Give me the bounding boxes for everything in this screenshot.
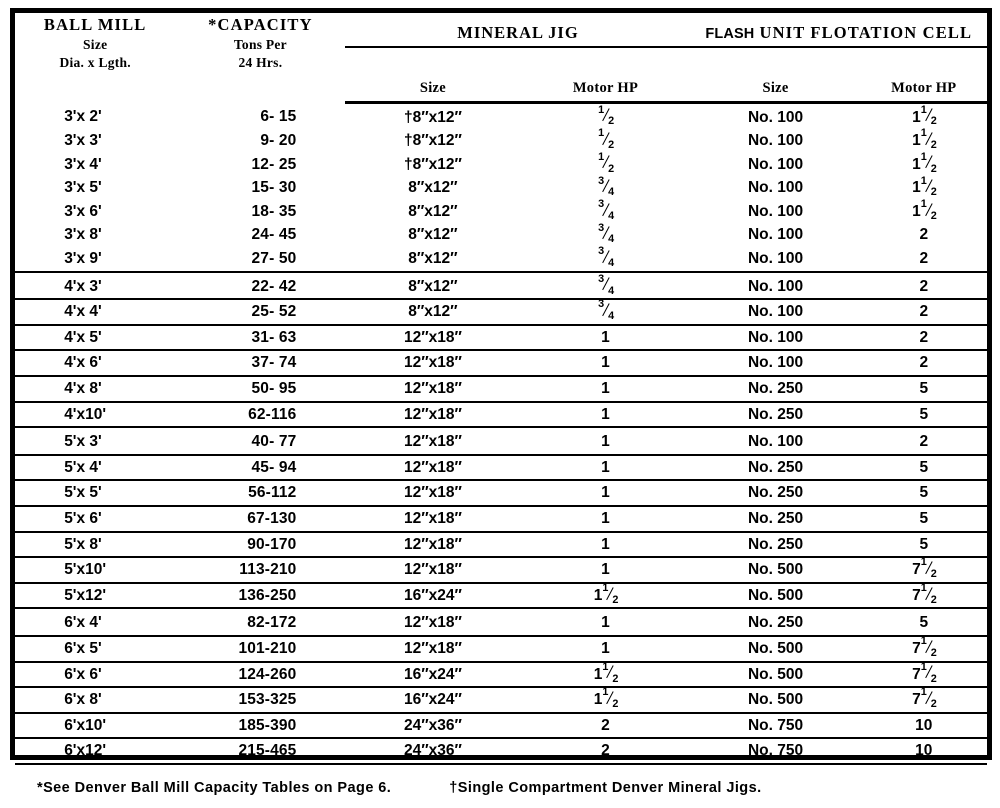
capacity-cell: 90-170	[175, 532, 345, 558]
cell-motor-hp-cell: 1 1 2	[912, 103, 937, 128]
mill-size-cell: 3'x 8'	[64, 226, 102, 244]
cell-motor-hp-cell: 7 1 2	[861, 583, 987, 609]
capacity-cell: 67-130	[175, 506, 345, 532]
header-capacity-line3: 24 Hrs.	[238, 54, 283, 70]
header-flash-cell-group	[691, 13, 987, 47]
cell-motor-hp-cell: 5	[861, 376, 987, 402]
mill-size-cell: 4'x10'	[15, 402, 175, 428]
jig-motor-hp-cell: 1	[520, 402, 690, 428]
jig-motor-hp-cell: 1	[520, 480, 690, 506]
jig-motor-hp-cell: 1 2	[598, 150, 615, 175]
jig-size-cell: 12″x18″	[345, 427, 520, 455]
table-row	[15, 608, 987, 636]
cell-size-cell: No. 100	[747, 132, 804, 150]
table-row	[15, 583, 987, 609]
header-capacity-line1: *CAPACITY	[208, 15, 313, 34]
jig-motor-hp-cell: 1 1 2	[520, 583, 690, 609]
jig-motor-hp-cell: 1	[520, 636, 690, 662]
cell-size-cell: No. 100	[691, 299, 861, 325]
jig-size-cell: 24″x36″	[345, 713, 520, 739]
capacity-cell: 24- 45	[251, 226, 297, 244]
jig-motor-hp-cell: 1	[520, 325, 690, 351]
capacity-cell: 37- 74	[175, 350, 345, 376]
table-row	[15, 662, 987, 688]
cell-motor-hp-cell: 2	[861, 299, 987, 325]
jig-motor-hp-cell: 1	[520, 532, 690, 558]
mill-size-cell: 4'x 6'	[15, 350, 175, 376]
cell-motor-hp-cell: 2	[919, 250, 929, 268]
jig-size-cell: 12″x18″	[345, 480, 520, 506]
row-group-3-foot-mills	[15, 102, 987, 272]
ball-mill-specification-table	[15, 13, 987, 808]
jig-size-cell: †8″x12″	[403, 132, 462, 150]
cell-size-cell: No. 250	[691, 506, 861, 532]
cell-motor-hp-cell: 2	[861, 325, 987, 351]
table-row	[15, 325, 987, 351]
header-unit-flotation-cell-label: UNIT FLOTATION CELL	[759, 23, 973, 42]
header-ball-mill-line3: Dia. x Lgth.	[59, 54, 131, 70]
row-group-5-foot-mills	[15, 427, 987, 608]
header-ball-mill	[15, 13, 175, 102]
header-mineral-jig-label: MINERAL JIG	[457, 23, 579, 42]
mill-size-cell: 3'x 3'	[64, 132, 102, 150]
capacity-cell: 40- 77	[175, 427, 345, 455]
cell-size-cell: No. 500	[691, 662, 861, 688]
header-capacity-line2: Tons Per	[233, 36, 287, 52]
cell-size-cell: No. 100	[691, 325, 861, 351]
capacity-cell: 50- 95	[175, 376, 345, 402]
jig-motor-hp-cell: 3 4	[520, 299, 690, 325]
table-row	[15, 480, 987, 506]
cell-motor-hp-cell: 7 1 2	[861, 557, 987, 583]
header-group-row	[15, 13, 987, 47]
jig-size-cell: 12″x18″	[345, 557, 520, 583]
cell-motor-hp-cell: 1 1 2	[912, 127, 937, 152]
cell-size-cell: No. 750	[691, 713, 861, 739]
cell-motor-hp-cell: 2	[919, 226, 929, 244]
table-row	[15, 738, 987, 764]
jig-size-cell: 16″x24″	[345, 583, 520, 609]
jig-motor-hp-cell: 3 4	[598, 174, 615, 199]
jig-motor-hp-cell: 1	[520, 557, 690, 583]
jig-size-cell: 12″x18″	[345, 325, 520, 351]
cell-size-cell: No. 250	[691, 608, 861, 636]
mill-size-cell: 4'x 8'	[15, 376, 175, 402]
cell-motor-hp-cell: 1 1 2	[912, 198, 937, 222]
mill-size-cell: 4'x 5'	[15, 325, 175, 351]
cell-size-cell: No. 250	[691, 455, 861, 481]
cell-size-cell: No. 500	[691, 557, 861, 583]
capacity-cell: 12- 25	[251, 155, 297, 173]
mill-size-cell: 5'x 6'	[15, 506, 175, 532]
jig-size-cell: 12″x18″	[345, 402, 520, 428]
table-row	[15, 455, 987, 481]
jig-size-cell: †8″x12″	[403, 155, 462, 173]
table-head	[15, 13, 987, 102]
jig-size-cell: 8″x12″	[408, 179, 458, 197]
footnotes-cell	[15, 768, 987, 808]
table-row	[15, 129, 987, 153]
table-frame	[10, 8, 992, 796]
capacity-cell: 6- 15	[260, 107, 297, 125]
header-mineral-jig-group	[345, 13, 690, 47]
cell-size-cell: No. 100	[747, 226, 804, 244]
cell-motor-hp-cell: 1 1 2	[912, 150, 937, 175]
jig-motor-hp-cell: 3 4	[520, 272, 690, 300]
table-row	[15, 153, 987, 177]
cell-size-cell: No. 100	[691, 427, 861, 455]
header-jig-motor-hp: Motor HP	[520, 47, 690, 102]
jig-motor-hp-cell: 2	[520, 738, 690, 764]
mill-size-cell: 6'x 5'	[15, 636, 175, 662]
capacity-cell: 15- 30	[251, 179, 297, 197]
jig-motor-hp-cell: 3 4	[598, 198, 615, 222]
jig-size-cell: 12″x18″	[345, 455, 520, 481]
jig-motor-hp-cell: 1	[520, 608, 690, 636]
capacity-cell: 56-112	[175, 480, 345, 506]
jig-motor-hp-cell: 1 1 2	[520, 662, 690, 688]
cell-size-cell: No. 250	[691, 532, 861, 558]
cell-motor-hp-cell: 2	[861, 427, 987, 455]
mill-size-cell: 4'x 3'	[15, 272, 175, 300]
jig-motor-hp-cell: 1 1 2	[520, 687, 690, 713]
jig-size-cell: 8″x12″	[345, 272, 520, 300]
header-cell-size: Size	[691, 47, 861, 102]
jig-size-cell: 12″x18″	[345, 350, 520, 376]
cell-size-cell: No. 250	[691, 402, 861, 428]
cell-motor-hp-cell: 2	[861, 350, 987, 376]
mill-size-cell: 6'x 6'	[15, 662, 175, 688]
jig-size-cell: †8″x12″	[403, 108, 462, 126]
mill-size-cell: 5'x10'	[15, 557, 175, 583]
table-row	[15, 402, 987, 428]
jig-size-cell: 12″x18″	[345, 636, 520, 662]
table-row	[15, 713, 987, 739]
jig-size-cell: 24″x36″	[345, 738, 520, 764]
capacity-cell: 62-116	[175, 402, 345, 428]
table-row	[15, 636, 987, 662]
jig-size-cell: 16″x24″	[345, 662, 520, 688]
jig-motor-hp-cell: 2	[520, 713, 690, 739]
capacity-cell: 101-210	[175, 636, 345, 662]
cell-size-cell: No. 500	[691, 687, 861, 713]
table-row	[15, 299, 987, 325]
mill-size-cell: 3'x 9'	[64, 250, 102, 268]
cell-motor-hp-cell: 7 1 2	[861, 662, 987, 688]
capacity-cell: 113-210	[175, 557, 345, 583]
mill-size-cell: 5'x 4'	[15, 455, 175, 481]
jig-motor-hp-cell: 1	[520, 506, 690, 532]
header-cell-motor-hp: Motor HP	[861, 47, 987, 102]
cell-size-cell: No. 100	[691, 350, 861, 376]
capacity-cell: 136-250	[175, 583, 345, 609]
cell-size-cell: No. 100	[691, 272, 861, 300]
jig-size-cell: 12″x18″	[345, 506, 520, 532]
capacity-cell: 215-465	[175, 738, 345, 764]
mill-size-cell: 3'x 6'	[64, 202, 102, 220]
jig-size-cell: 8″x12″	[408, 226, 458, 244]
mill-size-cell: 5'x12'	[15, 583, 175, 609]
capacity-cell: 185-390	[175, 713, 345, 739]
jig-motor-hp-cell: 1 2	[598, 127, 615, 152]
cell-size-cell: No. 500	[691, 583, 861, 609]
cell-size-cell: No. 100	[747, 179, 804, 197]
cell-size-cell: No. 100	[747, 202, 804, 220]
mill-size-cell: 6'x10'	[15, 713, 175, 739]
row-group-4-foot-mills	[15, 272, 987, 428]
table-foot	[15, 764, 987, 808]
cell-motor-hp-cell: 7 1 2	[861, 636, 987, 662]
header-ball-mill-line2: Size	[83, 36, 108, 52]
cell-size-cell: No. 750	[691, 738, 861, 764]
jig-size-cell: 12″x18″	[345, 376, 520, 402]
cell-motor-hp-cell: 10	[861, 738, 987, 764]
capacity-cell: 18- 35	[251, 202, 297, 220]
cell-motor-hp-cell: 5	[861, 402, 987, 428]
table-frame-inner	[14, 12, 988, 796]
cell-size-cell: No. 100	[747, 108, 804, 126]
footnote-capacity-tables: *See Denver Ball Mill Capacity Tables on Page 6.	[37, 779, 392, 796]
jig-motor-hp-cell: 3 4	[598, 245, 615, 270]
table-row	[15, 376, 987, 402]
table-row	[15, 102, 987, 129]
cell-motor-hp-cell: 1 1 2	[912, 174, 937, 199]
cell-size-cell: No. 250	[691, 480, 861, 506]
table-row	[15, 200, 987, 224]
jig-motor-hp-cell: 3 4	[598, 221, 615, 246]
cell-size-cell: No. 100	[747, 250, 804, 268]
cell-size-cell: No. 500	[691, 636, 861, 662]
header-flash-label: FLASH	[705, 26, 755, 42]
table-row	[15, 247, 987, 272]
mill-size-cell: 6'x 8'	[15, 687, 175, 713]
table-row	[15, 350, 987, 376]
jig-motor-hp-cell: 1	[520, 455, 690, 481]
cell-motor-hp-cell: 10	[861, 713, 987, 739]
mill-size-cell: 6'x 4'	[15, 608, 175, 636]
jig-size-cell: 8″x12″	[408, 202, 458, 220]
capacity-cell: 82-172	[175, 608, 345, 636]
cell-motor-hp-cell: 5	[861, 608, 987, 636]
jig-size-cell: 12″x18″	[345, 532, 520, 558]
jig-motor-hp-cell: 1 2	[598, 103, 615, 128]
mill-size-cell: 5'x 5'	[15, 480, 175, 506]
mill-size-cell: 3'x 5'	[64, 179, 102, 197]
capacity-cell: 124-260	[175, 662, 345, 688]
jig-size-cell: 16″x24″	[345, 687, 520, 713]
capacity-cell: 45- 94	[175, 455, 345, 481]
mill-size-cell: 6'x12'	[15, 738, 175, 764]
capacity-cell: 153-325	[175, 687, 345, 713]
capacity-cell: 22- 42	[175, 272, 345, 300]
table-row	[15, 687, 987, 713]
header-ball-mill-line1: BALL MILL	[43, 15, 147, 34]
capacity-cell: 25- 52	[175, 299, 345, 325]
table-row	[15, 532, 987, 558]
header-jig-size: Size	[345, 47, 520, 102]
table-row	[15, 506, 987, 532]
jig-motor-hp-cell: 1	[520, 376, 690, 402]
table-row	[15, 223, 987, 247]
table-row	[15, 272, 987, 300]
header-capacity	[175, 13, 345, 102]
mill-size-cell: 3'x 4'	[64, 155, 102, 173]
table-row	[15, 557, 987, 583]
jig-motor-hp-cell: 1	[520, 427, 690, 455]
table-row	[15, 427, 987, 455]
cell-size-cell: No. 250	[691, 376, 861, 402]
cell-motor-hp-cell: 5	[861, 506, 987, 532]
cell-motor-hp-cell: 2	[861, 272, 987, 300]
cell-motor-hp-cell: 5	[861, 455, 987, 481]
mill-size-cell: 5'x 8'	[15, 532, 175, 558]
jig-size-cell: 12″x18″	[345, 608, 520, 636]
capacity-cell: 31- 63	[175, 325, 345, 351]
cell-motor-hp-cell: 5	[861, 532, 987, 558]
cell-motor-hp-cell: 5	[861, 480, 987, 506]
row-group-6-foot-mills	[15, 608, 987, 764]
footnotes-row	[15, 768, 987, 808]
mill-size-cell: 4'x 4'	[15, 299, 175, 325]
cell-motor-hp-cell: 7 1 2	[861, 687, 987, 713]
jig-size-cell: 8″x12″	[408, 250, 458, 268]
mill-size-cell: 3'x 2'	[64, 107, 102, 125]
capacity-cell: 9- 20	[260, 132, 297, 150]
cell-size-cell: No. 100	[747, 155, 804, 173]
capacity-cell: 27- 50	[251, 250, 297, 268]
jig-motor-hp-cell: 1	[520, 350, 690, 376]
table-row	[15, 176, 987, 200]
footnote-single-compartment-jigs: †Single Compartment Denver Mineral Jigs.	[449, 779, 762, 796]
jig-size-cell: 8″x12″	[345, 299, 520, 325]
mill-size-cell: 5'x 3'	[15, 427, 175, 455]
